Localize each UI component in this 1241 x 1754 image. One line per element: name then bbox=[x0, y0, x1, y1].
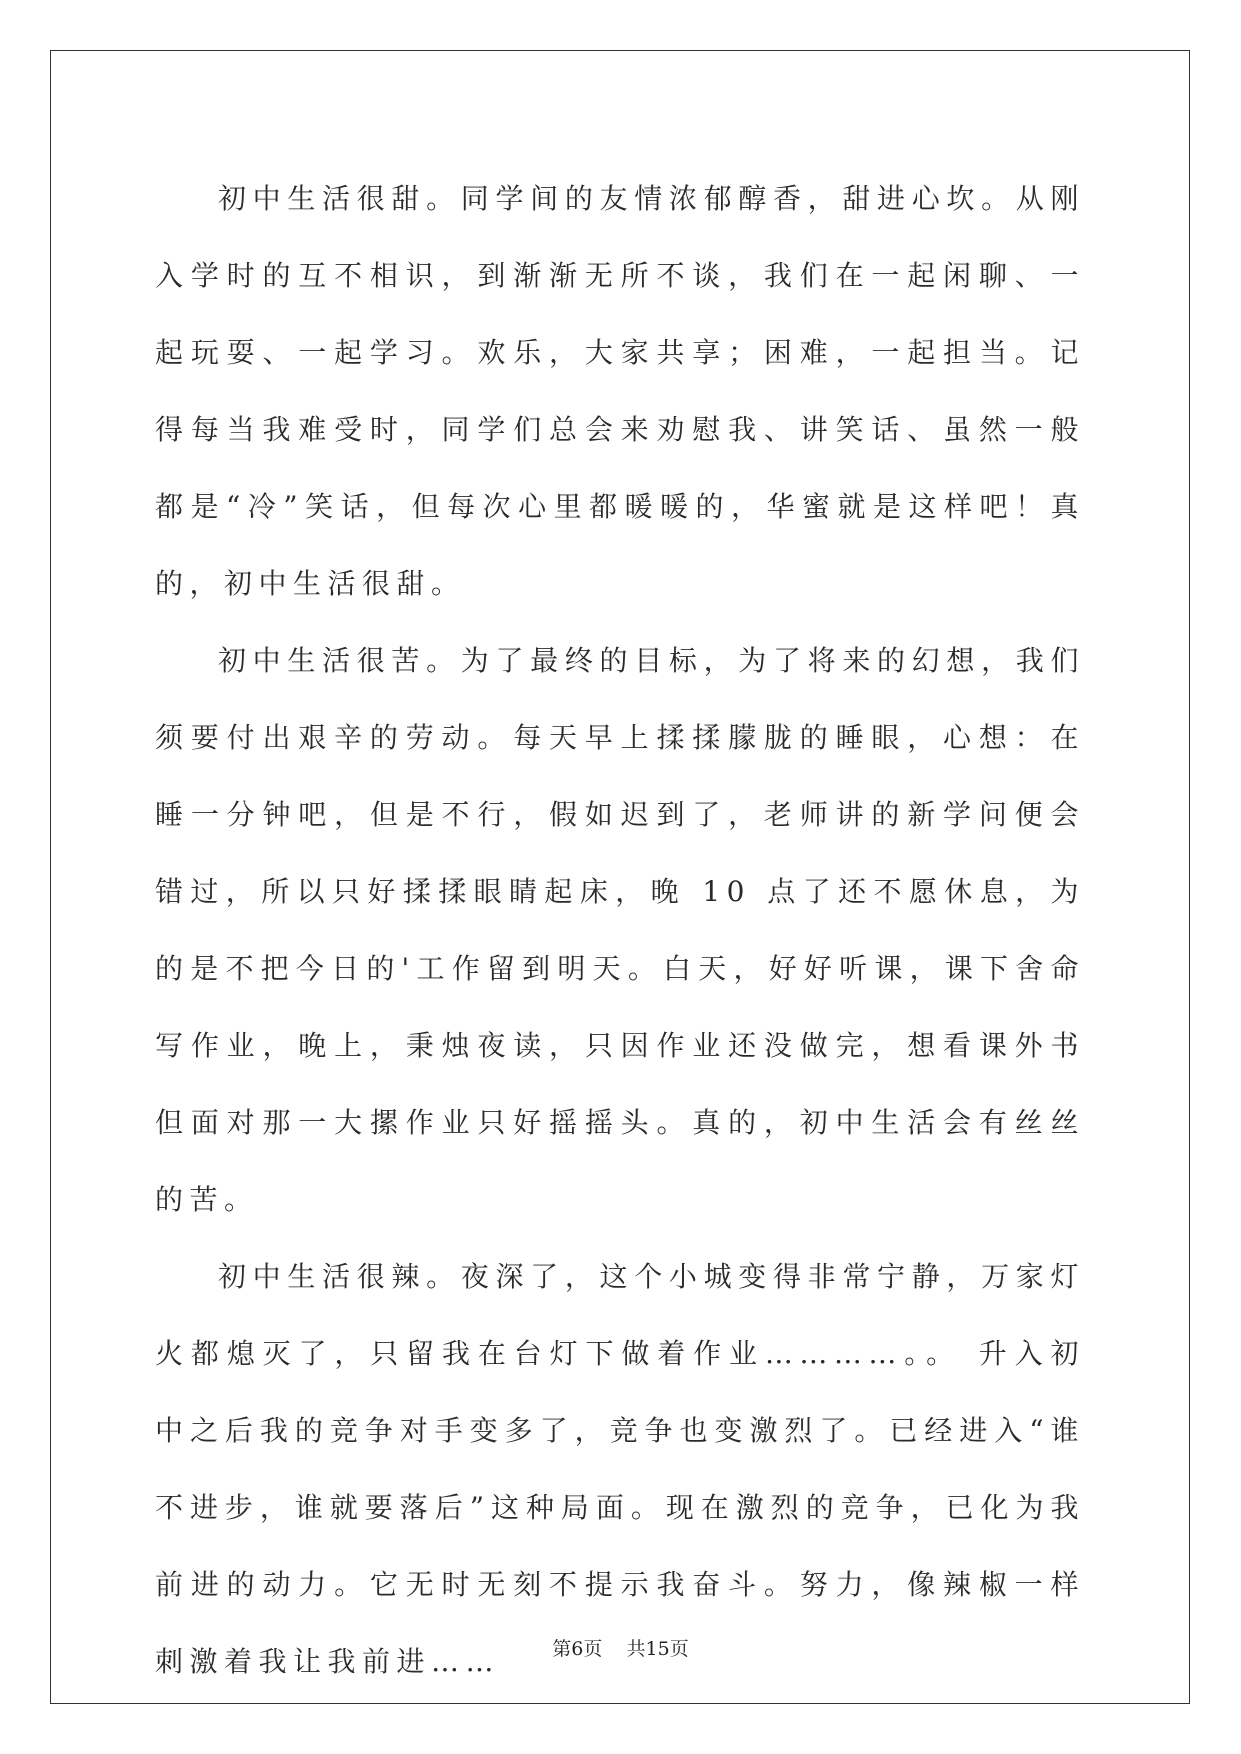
page-total: 共15页 bbox=[626, 1638, 689, 1660]
footer-gap bbox=[602, 1638, 626, 1660]
page-number: 第6页 bbox=[552, 1638, 603, 1660]
paragraph-bitter: 初中生活很苦。为了最终的目标，为了将来的幻想，我们须要付出艰辛的劳动。每天早上揉揉朦胧的睡眼，心想：在睡一分钟吧，但是不行，假如迟到了，老师讲的新学问便会错过，所以只好揉揉眼睛起床，晚 10 点了还不愿休息，为的是不把今日的'工作留到明天。白天，好好听课，课下舍命写作业，晚上，秉烛夜读，只因作业还没做完，想看课外书但面对那一大摞作业只好摇摇头。真的，初中生活会有丝丝的苦。 bbox=[155, 644, 1085, 1216]
paragraph-spicy: 初中生活很辣。夜深了，这个小城变得非常宁静，万家灯火都熄灭了，只留我在台灯下做着作业…………。。 升入初中之后我的竞争对手变多了，竞争也变激烈了。已经进入“谁不进步，谁就要落后”这种局面。现在激烈的竞争，已化为我前进的动力。它无时无刻不提示我奋斗。努力，像辣椒一样刺激着我让我前进…… bbox=[155, 1260, 1085, 1678]
page-footer bbox=[0, 1634, 1241, 1661]
paragraph-sweet: 初中生活很甜。同学间的友情浓郁醇香，甜进心坎。从刚入学时的互不相识，到渐渐无所不谈，我们在一起闲聊、一起玩耍、一起学习。欢乐，大家共享；困难，一起担当。记得每当我难受时，同学们总会来劝慰我、讲笑话、虽然一般都是“冷”笑话，但每次心里都暖暖的，华蜜就是这样吧！真的，初中生活很甜。 bbox=[155, 182, 1085, 600]
document-body bbox=[155, 160, 1085, 1700]
